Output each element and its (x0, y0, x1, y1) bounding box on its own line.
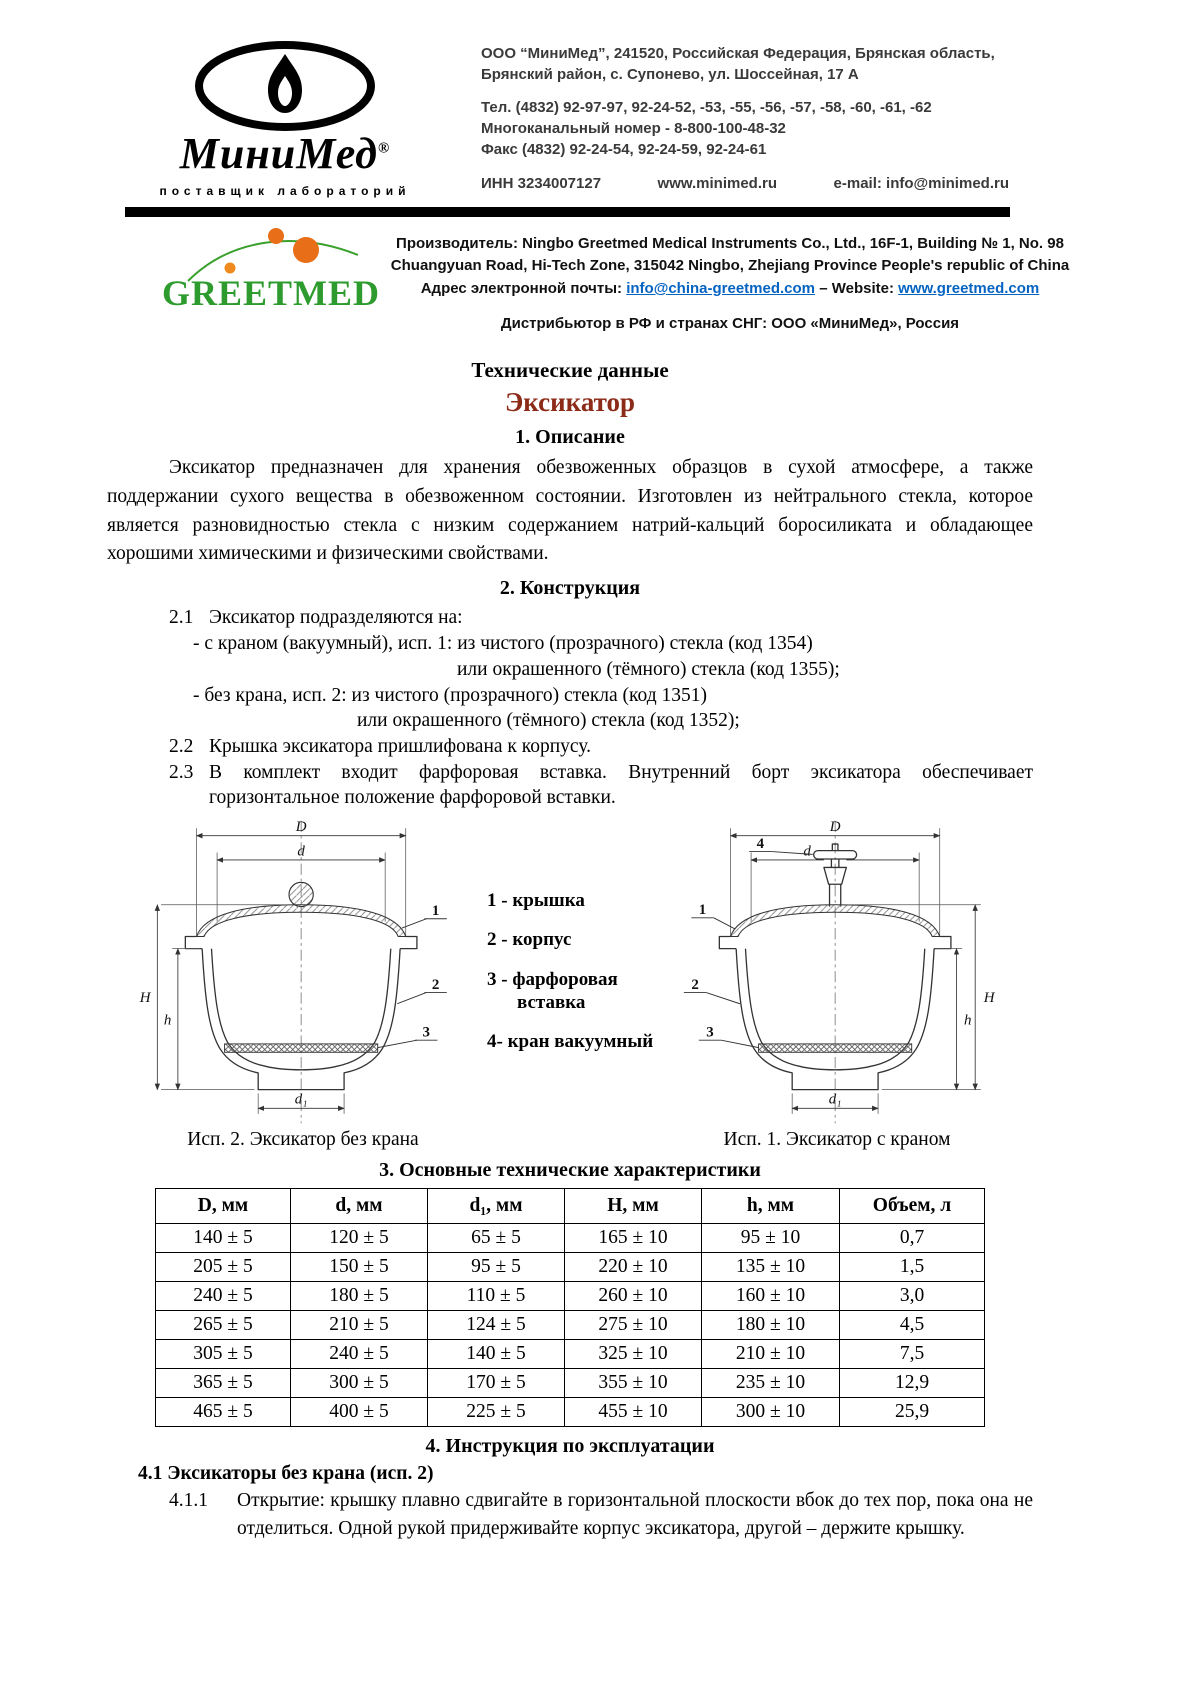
column-header: h, мм (702, 1189, 840, 1224)
greetmed-wordmark: GREETMED (162, 272, 381, 313)
table-row (156, 1398, 985, 1427)
body-flange-right (934, 937, 951, 949)
minimed-logo (135, 40, 435, 198)
svg-text:3: 3 (422, 1024, 430, 1041)
company-address-line-1: ООО “МиниМед”, 241520, Российская Федерация, Брянская область, (481, 45, 995, 62)
lid-knob (289, 883, 313, 907)
column-header: H, мм (565, 1189, 702, 1224)
manufacturer-info (380, 225, 1080, 336)
letterhead (0, 0, 1200, 198)
legend-item: 1 - крышка (487, 890, 585, 912)
list-item-2-1: 2.1 Эксикатор подразделяются на: (169, 605, 1033, 631)
table-cell: 210 ± 5 (291, 1311, 428, 1340)
list-number: 2.3 (169, 761, 194, 783)
company-phone: Тел. (4832) 92-97-97, 92-24-52, -53, -55, -56, -57, -58, -60, -61, -62 (481, 99, 932, 117)
dim-label-d1: d₁ (828, 1091, 842, 1108)
callout-body (684, 977, 740, 1004)
table-cell: 225 ± 5 (428, 1398, 565, 1427)
callout-lid (402, 903, 447, 928)
section-1-heading: 1. Описание (515, 425, 625, 448)
list-item-2-2: 2.2 Крышка эксикатора пришлифована к корпусу. (169, 734, 1033, 760)
table-cell: 235 ± 10 (702, 1369, 840, 1398)
list-number: 2.2 (169, 735, 194, 757)
manufacturer-contacts-line: Адрес электронной почты: info@china-greetmed.com – Website: www.greetmed.com (420, 279, 1040, 297)
figure-desiccator-no-tap (133, 817, 473, 1127)
column-header: D, мм (156, 1189, 291, 1224)
list-number: 4.1.1 (169, 1490, 208, 1512)
table-cell: 240 ± 5 (156, 1282, 291, 1311)
porcelain-plate (759, 1044, 912, 1052)
table-cell: 140 ± 5 (428, 1340, 565, 1369)
table-cell: 135 ± 10 (702, 1253, 840, 1282)
column-header: Объем, л (840, 1189, 985, 1224)
table-row (156, 1369, 985, 1398)
porcelain-plate (225, 1044, 378, 1052)
figure-captions (107, 1129, 1033, 1151)
table-cell: 120 ± 5 (291, 1224, 428, 1253)
callout-lid (691, 902, 735, 929)
table-cell: 12,9 (840, 1369, 985, 1398)
manufacturer-block (0, 217, 1200, 336)
table-row (156, 1253, 985, 1282)
document-body (0, 358, 1200, 1543)
document-title: Технические данные (471, 357, 669, 382)
table-cell: 95 ± 10 (702, 1224, 840, 1253)
company-fax: Факс (4832) 92-24-54, 92-24-59, 92-24-61 (481, 140, 767, 158)
manufacturer-website-link[interactable]: www.greetmed.com (898, 279, 1040, 297)
table-cell: 210 ± 10 (702, 1340, 840, 1369)
table-cell: 275 ± 10 (565, 1311, 702, 1340)
table-cell: 240 ± 5 (291, 1340, 428, 1369)
svg-text:1: 1 (698, 902, 707, 919)
legend-item: 4- кран вакуумный (487, 1030, 654, 1052)
company-address-line-2: Брянский район, с. Супонево, ул. Шоссейная, 17 А (481, 65, 859, 83)
company-multichannel: Многоканальный номер - 8-800-100-48-32 (481, 120, 786, 138)
legend-item: 2 - корпус (487, 929, 572, 951)
vacuum-tap (814, 844, 857, 907)
dim-label-d1: d₁ (294, 1091, 308, 1108)
dimension-h (164, 949, 200, 1090)
dimension-H (139, 905, 286, 1090)
manufacturer-line-2: Chuangyuan Road, Hi-Tech Zone, 315042 Ningbo, Zhejiang Province People's republic of China (390, 257, 1070, 275)
table-cell: 110 ± 5 (428, 1282, 565, 1311)
table-cell: 305 ± 5 (156, 1340, 291, 1369)
dim-label-H: H (139, 990, 151, 1007)
section-4-1-heading: 4.1 Эксикаторы без крана (исп. 2) (138, 1463, 434, 1485)
section-4-heading: 4. Инструкция по эксплуатации (425, 1435, 715, 1458)
figure-desiccator-with-tap (667, 817, 1007, 1127)
figure-caption-left: Исп. 2. Эксикатор без крана (187, 1129, 419, 1151)
company-website: www.minimed.ru (657, 175, 778, 193)
legend-item: 3 - фарфоровая вставка (487, 968, 618, 1013)
figure-caption-right: Исп. 1. Эксикатор с краном (723, 1129, 951, 1151)
table-row (156, 1282, 985, 1311)
product-title: Эксикатор (504, 386, 636, 417)
table-cell: 220 ± 10 (565, 1253, 702, 1282)
variant-with-tap-cont: или окрашенного (тёмного) стекла (код 1355); (457, 658, 840, 680)
table-row (156, 1340, 985, 1369)
dim-label-d: d (803, 843, 811, 860)
dim-label-D: D (295, 819, 307, 836)
svg-text:1: 1 (431, 903, 440, 920)
body-flange-left (185, 937, 202, 949)
figures-row (107, 817, 1033, 1127)
svg-text:4: 4 (756, 836, 765, 853)
variant-no-tap: - без крана, исп. 2: из чистого (прозрачного) стекла (код 1351) (193, 684, 708, 706)
table-cell: 170 ± 5 (428, 1369, 565, 1398)
spec-table-body (156, 1224, 985, 1427)
dim-label-H: H (983, 990, 995, 1007)
table-cell: 260 ± 10 (565, 1282, 702, 1311)
table-cell: 4,5 (840, 1311, 985, 1340)
table-cell: 95 ± 5 (428, 1253, 565, 1282)
separator-bar (125, 207, 1010, 217)
company-contact-block (435, 40, 1130, 198)
dim-label-h: h (963, 1012, 972, 1029)
table-cell: 355 ± 10 (565, 1369, 702, 1398)
dim-label-D: D (829, 819, 841, 836)
table-cell: 180 ± 5 (291, 1282, 428, 1311)
dimension-H (850, 905, 996, 1090)
diagram-legend (487, 889, 657, 1069)
table-cell: 150 ± 5 (291, 1253, 428, 1282)
table-cell: 140 ± 5 (156, 1224, 291, 1253)
variant-with-tap: - с краном (вакуумный), исп. 1: из чистого (прозрачного) стекла (код 1354) (193, 633, 813, 655)
table-cell: 205 ± 5 (156, 1253, 291, 1282)
spec-table-head-row (156, 1189, 985, 1224)
list-item-4-1-1: 4.1.1 Открытие: крышку плавно сдвигайте в горизонтальной плоскости вбок до тех пор, пока она не отделиться. Одной рукой придерживайте корпус эксикатора, другой – держите крышку. (169, 1487, 1033, 1542)
section-2-heading: 2. Конструкция (499, 577, 641, 600)
table-cell: 300 ± 10 (702, 1398, 840, 1427)
registered-trademark-icon: ® (378, 140, 391, 157)
body-flange-left (719, 937, 736, 949)
table-cell: 300 ± 5 (291, 1369, 428, 1398)
table-cell: 165 ± 10 (565, 1224, 702, 1253)
greetmed-logo (162, 225, 380, 336)
dim-label-h: h (163, 1012, 172, 1029)
section-1-text: Эксикатор предназначен для хранения обезвоженных образцов в сухой атмосфере, а также поддержании сухого вещества в обезвоженном состоянии. Изготовлен из нейтрального стекла, которое является разновидностью стекла с низким содержанием натрий-кальций боросиликата и обладающее хорошими химическими и физическими свойствами. (107, 456, 1033, 565)
table-cell: 1,5 (840, 1253, 985, 1282)
table-cell: 25,9 (840, 1398, 985, 1427)
brand-name: МиниМед® (179, 129, 391, 178)
company-ids-row (481, 174, 1009, 195)
manufacturer-email-link[interactable]: info@china-greetmed.com (626, 279, 816, 297)
table-cell: 465 ± 5 (156, 1398, 291, 1427)
section-3-heading: 3. Основные технические характеристики (379, 1159, 761, 1182)
table-cell: 0,7 (840, 1224, 985, 1253)
table-cell: 325 ± 10 (565, 1340, 702, 1369)
dimension-h (936, 949, 971, 1090)
table-row (156, 1311, 985, 1340)
dim-label-d: d (297, 843, 305, 860)
table-cell: 265 ± 5 (156, 1311, 291, 1340)
body-flange-right (400, 937, 417, 949)
manufacturer-line-1: Производитель: Ningbo Greetmed Medical Instruments Co., Ltd., 16F-1, Building № 1, No. 98 (396, 234, 1064, 252)
spec-table (155, 1188, 985, 1427)
table-cell: 3,0 (840, 1282, 985, 1311)
minimed-flame-icon (190, 40, 380, 132)
table-cell: 400 ± 5 (291, 1398, 428, 1427)
table-row (156, 1224, 985, 1253)
table-cell: 7,5 (840, 1340, 985, 1369)
company-inn: ИНН 3234007127 (481, 175, 602, 193)
svg-text:2: 2 (431, 976, 440, 993)
distributor-line: Дистрибьютор в РФ и странах СНГ: ООО «МиниМед», Россия (500, 315, 960, 333)
table-cell: 124 ± 5 (428, 1311, 565, 1340)
table-cell: 65 ± 5 (428, 1224, 565, 1253)
table-cell: 160 ± 10 (702, 1282, 840, 1311)
table-cell: 455 ± 10 (565, 1398, 702, 1427)
svg-text:3: 3 (706, 1024, 714, 1041)
company-email: e-mail: info@minimed.ru (833, 175, 1009, 193)
table-cell: 180 ± 10 (702, 1311, 840, 1340)
table-cell: 365 ± 5 (156, 1369, 291, 1398)
callout-body (397, 977, 446, 1004)
callout-plate (699, 1025, 759, 1048)
column-header: d₁, мм (428, 1189, 565, 1224)
column-header: d, мм (291, 1189, 428, 1224)
brand-tagline: поставщик лабораторий (159, 183, 411, 198)
list-item-2-3: 2.3 В комплект входит фарфоровая вставка. Внутренний борт эксикатора обеспечивает горизонтальное положение фарфоровой вставки. (169, 760, 1033, 811)
list-number: 2.1 (169, 607, 194, 629)
svg-text:2: 2 (691, 976, 699, 993)
callout-plate (378, 1025, 438, 1048)
variant-no-tap-cont: или окрашенного (тёмного) стекла (код 1352); (357, 710, 740, 732)
